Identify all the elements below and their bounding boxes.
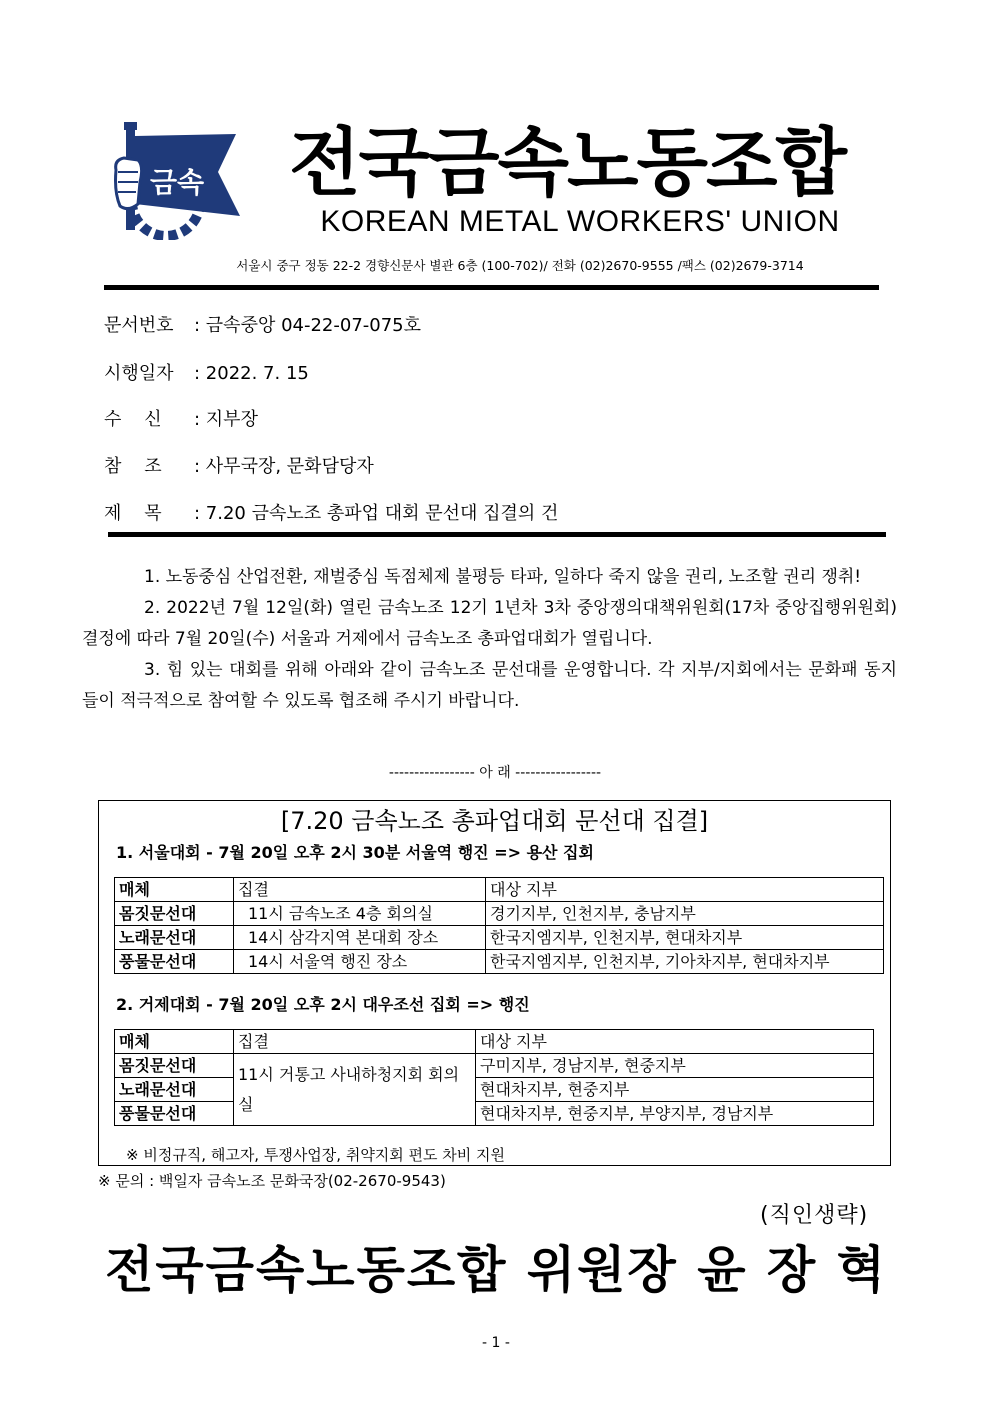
paragraph-3: 3. 힘 있는 대회를 위해 아래와 같이 금속노조 문선대를 운영합니다. 각 지부/지회에서는 문화패 동지들이 적극적으로 참여할 수 있도록 협조해 주시기 바랍니다. — [82, 660, 897, 711]
branches-cell: 한국지엠지부, 인천지부, 기아차지부, 현대차지부 — [486, 950, 884, 974]
recipient-row: 수 신 : 지부장 — [104, 406, 258, 434]
media-cell: 풍물문선대 — [115, 950, 234, 974]
gathering-cell: 11시 금속노조 4층 회의실 — [234, 902, 486, 926]
subject-rule — [108, 532, 886, 537]
section-geoje: 2. 거제대회 - 7월 20일 오후 2시 대우조선 집회 => 행진 — [116, 995, 530, 1014]
table-header-row — [115, 878, 884, 902]
org-address: 서울시 중구 정동 22-2 경향신문사 별관 6층 (100-702)/ 전화 (02)2670-9555 /팩스 (02)2679-3714 — [236, 258, 804, 273]
box-title: [7.20 금속노조 총파업대회 문선대 집결] — [280, 807, 709, 835]
logo-text: 금속 — [150, 166, 205, 199]
section-seoul: 1. 서울대회 - 7월 20일 오후 2시 30분 서울역 행진 => 용산 집회 — [116, 843, 594, 862]
subject-row: 제 목 : 7.20 금속노조 총파업 대회 문선대 집결의 건 — [104, 500, 558, 528]
branches-cell: 한국지엠지부, 인천지부, 현대차지부 — [486, 926, 884, 950]
media-cell: 노래문선대 — [115, 926, 234, 950]
doc-number: 금속중앙 04-22-07-075호 — [205, 315, 422, 336]
header-media: 매체 — [115, 878, 234, 902]
media-cell: 몸짓문선대 — [115, 902, 234, 926]
branches-cell: 현대차지부, 현중지부, 부양지부, 경남지부 — [476, 1102, 874, 1126]
header-branches: 대상 지부 — [476, 1030, 874, 1054]
paragraph-2: 2. 2022년 7월 12일(화) 열린 금속노조 12기 1년차 3차 중앙쟁의대책위원회(17차 중앙집행위원회) 결정에 따라 7월 20일(수) 서울과 거제에서 금속노조 총파업대회가 열립니다. — [82, 598, 897, 649]
doc-number-label: 문서번호 — [104, 315, 174, 336]
cc-row: 참 조 : 사무국장, 문화담당자 — [104, 453, 374, 481]
table-row — [115, 926, 884, 950]
seoul-table — [114, 877, 884, 974]
recipient-label: 수 신 — [104, 409, 162, 430]
media-cell: 몸짓문선대 — [115, 1054, 234, 1078]
cc-label: 참 조 — [104, 456, 162, 477]
table-row — [115, 1102, 874, 1126]
org-name-korean: 전국금속노동조합 — [289, 120, 845, 206]
union-logo — [108, 120, 243, 240]
page-number: - 1 - — [482, 1335, 510, 1351]
seal-omitted-note: (직인생략) — [760, 1203, 869, 1228]
issue-date: 2022. 7. 15 — [205, 363, 309, 384]
branches-cell: 구미지부, 경남지부, 현중지부 — [476, 1054, 874, 1078]
gathering-cell: 14시 서울역 행진 장소 — [234, 950, 486, 974]
table-row — [115, 1054, 874, 1078]
support-note: ※ 비정규직, 해고자, 투쟁사업장, 취약지회 편도 차비 지원 — [126, 1146, 506, 1164]
date-row: 시행일자 : 2022. 7. 15 — [104, 360, 309, 388]
inquiry-contact: ※ 문의 : 백일자 금속노조 문화국장(02-2670-9543) — [98, 1172, 446, 1190]
table-row — [115, 950, 884, 974]
org-name-english: KOREAN METAL WORKERS' UNION — [320, 205, 840, 238]
header-gathering: 집결 — [234, 878, 486, 902]
section-divider: ----------------- 아 래 ----------------- — [388, 765, 602, 781]
header-rule — [104, 285, 879, 290]
table-row — [115, 1078, 874, 1102]
paragraph-1: 1. 노동중심 산업전환, 재벌중심 독점체제 불평등 타파, 일하다 죽지 않을 권리, 노조할 권리 쟁취! — [144, 567, 862, 587]
table-row — [115, 902, 884, 926]
table-header-row — [115, 1030, 874, 1054]
doc-number-row: 문서번호 : 금속중앙 04-22-07-075호 — [104, 312, 421, 340]
media-cell: 풍물문선대 — [115, 1102, 234, 1126]
gathering-cell: 14시 삼각지역 본대회 장소 — [234, 926, 486, 950]
signature-line: 전국금속노동조합 위원장 윤 장 혁 — [105, 1241, 887, 1299]
body-text — [82, 562, 897, 717]
cc: 사무국장, 문화담당자 — [205, 456, 374, 477]
geoje-table — [114, 1029, 874, 1126]
branches-cell: 경기지부, 인천지부, 충남지부 — [486, 902, 884, 926]
subject: 7.20 금속노조 총파업 대회 문선대 집결의 건 — [205, 503, 559, 524]
date-label: 시행일자 — [104, 363, 174, 384]
recipient: 지부장 — [205, 409, 258, 430]
header-gathering: 집결 — [234, 1030, 476, 1054]
header-media: 매체 — [115, 1030, 234, 1054]
gathering-cell: 11시 거통고 사내하청지회 회의실 — [234, 1054, 476, 1126]
media-cell: 노래문선대 — [115, 1078, 234, 1102]
subject-label: 제 목 — [104, 503, 162, 524]
branches-cell: 현대차지부, 현중지부 — [476, 1078, 874, 1102]
header-branches: 대상 지부 — [486, 878, 884, 902]
